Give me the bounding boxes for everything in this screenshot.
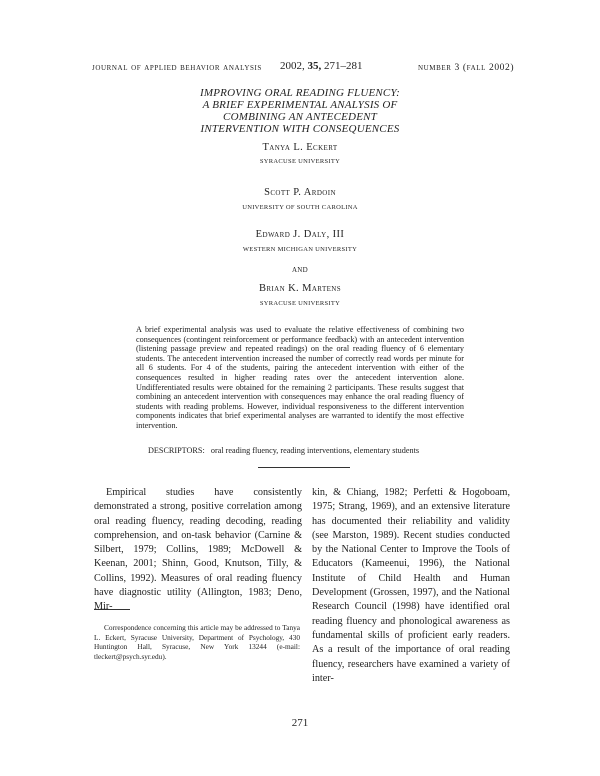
author-affiliation: UNIVERSITY OF SOUTH CAROLINA bbox=[242, 204, 358, 211]
running-head-journal: journal of applied behavior analysis bbox=[92, 63, 262, 73]
author-name: Tanya L. Eckert bbox=[262, 142, 338, 153]
descriptors bbox=[148, 446, 478, 456]
author-name: Scott P. Ardoin bbox=[264, 187, 336, 198]
running-head-issue: number 3 (fall 2002) bbox=[418, 63, 515, 73]
footnote-rule bbox=[94, 609, 130, 610]
article-title bbox=[0, 87, 600, 135]
body-left-column: Empirical studies have consistently demonstrated a strong, positive correlation among oral reading fluency, reading decoding, reading comprehension, and on-task behavior (Carnine & Silbert, 1979; Collins, 1989; McDowell & Keenan, 2001; Shinn, Good, Knutson, Tilly, & Collins, 1992). Measures of oral reading fluency have diagnostic utility (Allington, 1983; Deno, Mir- bbox=[94, 487, 302, 613]
citation-volume: 35, bbox=[307, 60, 322, 72]
abstract: A brief experimental analysis was used to evaluate the relative effectiveness of combining two consequences (contingent reinforcement or performance feedback) with an antecedent intervention (listening passage preview and repeated readings) on the oral reading fluency of 6 elementary students. The antecedent intervention increased the number of correctly read words per minute for all 6 students. For 4 of the students, pairing the antecedent intervention with either of the consequences resulted in higher reading rates over the antecedent intervention alone. Undifferentiated results were obtained for the remaining 2 participants. These results suggest that combining an antecedent intervention with consequences may enhance the oral reading fluency of students with reading problems. However, individual responsiveness to the different intervention components indicates that brief experimental analyses are warranted to identify the most effective intervention. bbox=[136, 325, 464, 430]
title-line: COMBINING AN ANTECEDENT bbox=[223, 111, 377, 123]
title-line: INTERVENTION WITH CONSEQUENCES bbox=[200, 123, 400, 135]
descriptors-label: DESCRIPTORS: bbox=[148, 446, 205, 455]
title-line: A BRIEF EXPERIMENTAL ANALYSIS OF bbox=[202, 99, 398, 111]
author-name: Edward J. Daly, III bbox=[255, 229, 345, 240]
page-number: 271 bbox=[291, 717, 309, 729]
author-conjunction: AND bbox=[291, 266, 309, 274]
author-affiliation: WESTERN MICHIGAN UNIVERSITY bbox=[242, 246, 358, 253]
title-line: IMPROVING ORAL READING FLUENCY: bbox=[200, 87, 400, 99]
citation-year: 2002, bbox=[280, 60, 308, 72]
citation-pages: 271–281 bbox=[321, 60, 363, 72]
author-name: Brian K. Martens bbox=[258, 283, 342, 294]
footnote: Correspondence concerning this article may be addressed to Tanya L. Eckert, Syracuse University, Department of Psychology, 430 Huntington Hall, Syracuse, New York 13244 (e-mail: tleckert@psych.syr.edu). bbox=[94, 623, 300, 661]
section-divider bbox=[258, 467, 350, 468]
descriptors-text: oral reading fluency, reading interventions, elementary students bbox=[210, 446, 420, 455]
author-affiliation: SYRACUSE UNIVERSITY bbox=[259, 158, 341, 165]
running-head-citation bbox=[280, 60, 363, 72]
author-affiliation: SYRACUSE UNIVERSITY bbox=[259, 300, 341, 307]
body-right-column: kin, & Chiang, 1982; Perfetti & Hogoboam, 1975; Strang, 1969), and an extensive literature has documented their reliability and validity (see Marston, 1989). Recent studies conducted by the National Center to Improve the Tools of Educators (Kameenui, 1996), the National Institute of Child Health and Human Development (Grossen, 1997), and the National Research Council (1998) have identified oral reading fluency and phonological awareness as fundamental skills of proficient early readers. As a result of the importance of oral reading fluency, researchers have examined a variety of inter- bbox=[312, 487, 510, 684]
